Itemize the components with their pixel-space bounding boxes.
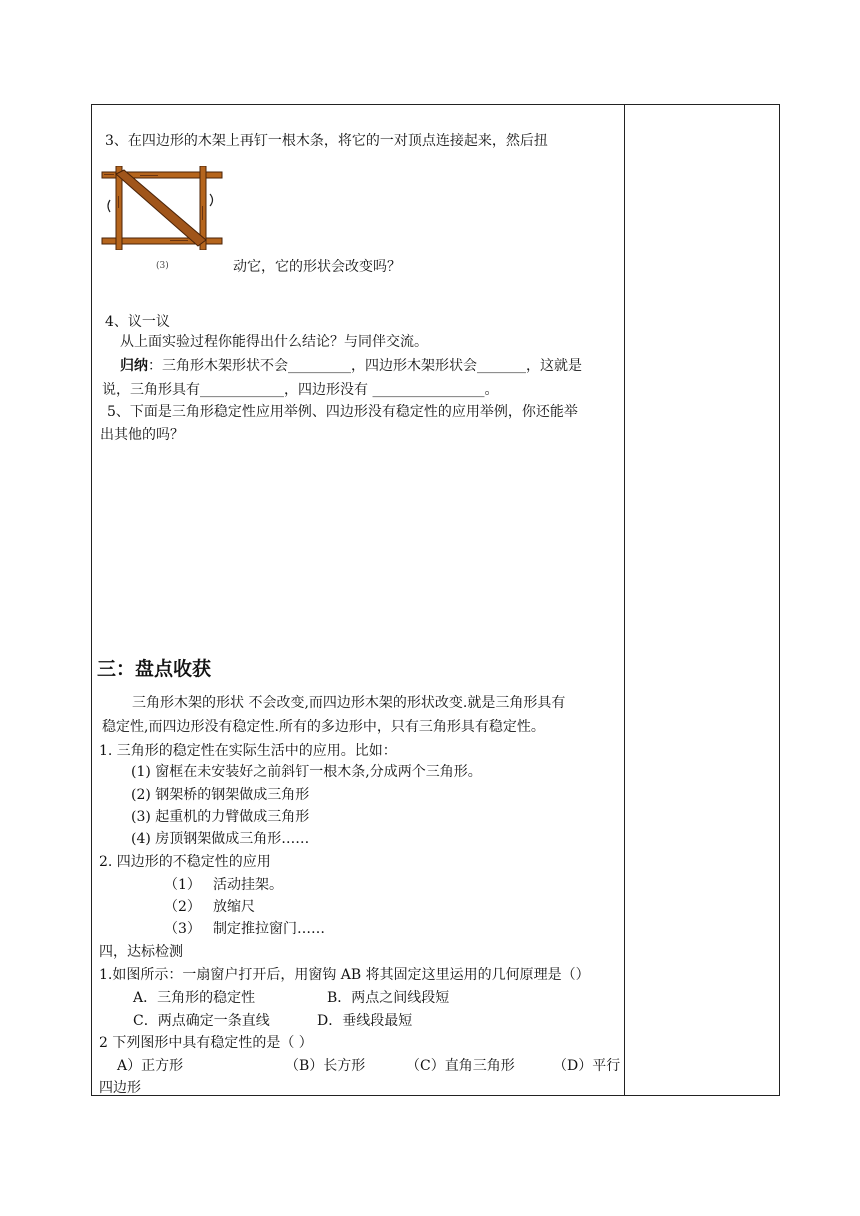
q1-option-c: C．两点确定一条直线 bbox=[133, 1013, 270, 1029]
list-item: (4) 房顶钢架做成三角形…… bbox=[131, 831, 310, 847]
question-2: 2 下列图形中具有稳定性的是（ ） bbox=[99, 1035, 313, 1051]
summary-line-1 bbox=[120, 357, 582, 375]
q1-option-d: D．垂线段最短 bbox=[317, 1013, 413, 1029]
q2-option-c: （C）直角三角形 bbox=[406, 1058, 515, 1074]
list-item-number: （1） bbox=[164, 877, 201, 893]
list-item: 活动挂架。 bbox=[213, 877, 283, 893]
q1-option-b: B．两点之间线段短 bbox=[327, 990, 450, 1006]
harvest-para-line-2: 稳定性,而四边形没有稳定性.所有的多边形中，只有三角形具有稳定性。 bbox=[102, 719, 545, 735]
list-item: 放缩尺 bbox=[213, 899, 255, 915]
q1-option-a: A．三角形的稳定性 bbox=[133, 990, 256, 1006]
q2-option-d-continued: 四边形 bbox=[99, 1080, 141, 1096]
item3-text-continued: 动它，它的形状会改变吗？ bbox=[233, 259, 401, 275]
q2-option-b: （B）长方形 bbox=[285, 1058, 366, 1074]
q2-option-a: A）正方形 bbox=[117, 1058, 184, 1074]
table-column-divider bbox=[624, 104, 625, 1096]
q2-option-d: （D）平行 bbox=[553, 1058, 621, 1074]
harvest-para-line-1: 三角形木架的形状 不会改变,而四边形木架的形状改变.就是三角形具有 bbox=[132, 695, 566, 711]
list-item: (1) 窗框在未安装好之前斜钉一根木条,分成两个三角形。 bbox=[131, 764, 482, 780]
wooden-frame-figure bbox=[100, 166, 224, 250]
figure-caption: (3) bbox=[156, 261, 169, 271]
item3-text: 3、在四边形的木架上再钉一根木条，将它的一对顶点连接起来，然后扭 bbox=[105, 133, 548, 149]
harvest-heading: 三：盘点收获 bbox=[97, 658, 212, 680]
summary-label: 归纳 bbox=[120, 358, 148, 374]
summary-line-2: 说，三角形具有____________，四边形没有 ________________。 bbox=[102, 382, 499, 398]
item4-text: 从上面实验过程你能得出什么结论？与同伴交流。 bbox=[120, 334, 428, 350]
test-heading: 四，达标检测 bbox=[99, 944, 183, 960]
item5-line-1: 5、下面是三角形稳定性应用举例、四边形没有稳定性的应用举例，你还能举 bbox=[107, 404, 578, 420]
list-item-number: （2） bbox=[164, 899, 201, 915]
list-item: 制定推拉窗门…… bbox=[213, 921, 325, 937]
list-item-number: （3） bbox=[164, 921, 201, 937]
list-item: (2) 钢架桥的钢架做成三角形 bbox=[131, 787, 310, 803]
list1-title: 1. 三角形的稳定性在实际生活中的应用。比如： bbox=[99, 743, 397, 759]
summary-text: ：三角形木架形状不会_________，四边形木架形状会_______，这就是 bbox=[148, 358, 582, 374]
table-frame bbox=[91, 104, 780, 1096]
item5-line-2: 出其他的吗？ bbox=[100, 427, 184, 443]
question-1: 1.如图所示：一扇窗户打开后，用窗钩 AB 将其固定这里运用的几何原理是（） bbox=[99, 967, 590, 983]
item4-title: 4、议一议 bbox=[105, 314, 170, 330]
list-item: (3) 起重机的力臂做成三角形 bbox=[131, 809, 310, 825]
list2-title: 2. 四边形的不稳定性的应用 bbox=[99, 854, 271, 870]
